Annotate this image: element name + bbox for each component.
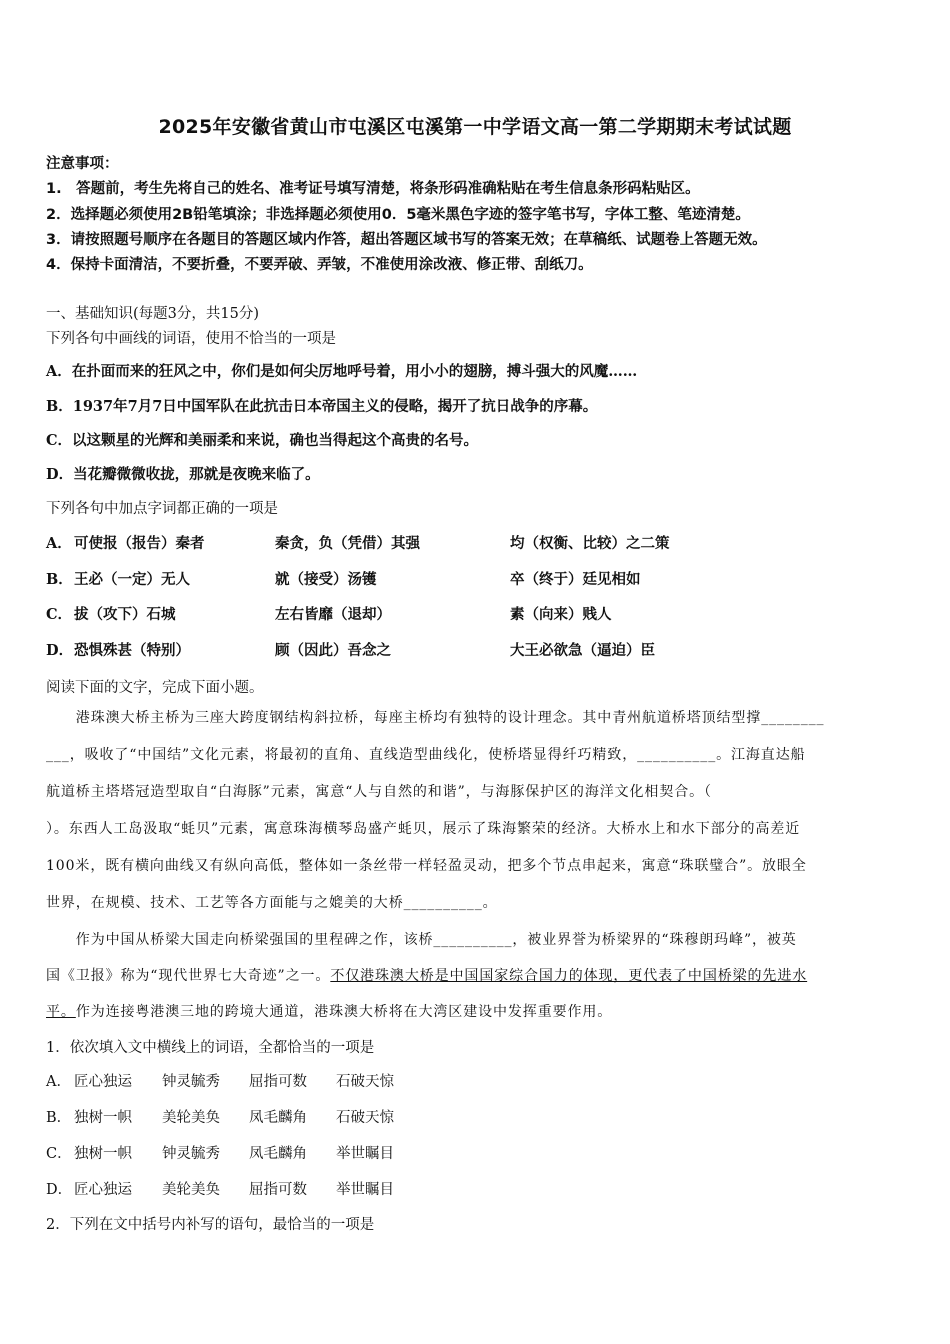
underlined-sentence: 平。: [46, 1004, 76, 1020]
option-cell: 可使报（报告）秦者: [74, 535, 205, 552]
notice-item-4: 4．保持卡面清洁，不要折叠，不要弄破、弄皱，不准使用涂改液、修正带、刮纸刀。: [46, 257, 593, 273]
option-word: 独树一帜: [74, 1110, 132, 1126]
question-stem: 2．下列在文中括号内补写的语句，最恰当的一项是: [46, 1217, 375, 1233]
option-label: B．: [46, 571, 73, 588]
notice-item-1: 1. 答题前，考生先将自己的姓名、准考证号填写清楚，将条形码准确粘贴在考生信息条形码粘贴区。: [46, 181, 700, 197]
option-label: C．: [46, 1146, 72, 1162]
option-label: A．: [46, 1074, 71, 1090]
passage-line: ___，吸收了“中国结”文化元素，将最初的直角、直线造型曲线化，使桥塔显得纤巧精致，__________。江海直达船: [46, 747, 806, 763]
option-word: 凤毛麟角: [249, 1146, 307, 1162]
question-stem: 下列各句中加点字词都正确的一项是: [46, 501, 278, 517]
option-word: 钟灵毓秀: [162, 1074, 220, 1090]
option-cell: 王必（一定）无人: [74, 571, 190, 588]
page-title: 2025年安徽省黄山市屯溪区屯溪第一中学语文高一第二学期期末考试试题: [158, 116, 792, 138]
option-cell: 左右皆靡（退却）: [275, 606, 391, 623]
passage-line: 世界，在规模、技术、工艺等各方面能与之媲美的大桥__________。: [46, 895, 498, 911]
passage-line: 作为中国从桥梁大国走向桥梁强国的里程碑之作，该桥__________，被业界誉为桥梁界的“珠穆朗玛峰”，被英: [46, 932, 797, 948]
option-label: D．: [46, 1182, 73, 1198]
notice-item-2: 2．选择题必须使用2B铅笔填涂；非选择题必须使用0．5毫米黑色字迹的签字笔书写，字体工整、笔迹清楚。: [46, 207, 750, 223]
option-word: 美轮美奂: [162, 1110, 220, 1126]
question-stem: 1．依次填入文中横线上的词语，全都恰当的一项是: [46, 1040, 375, 1056]
option-cell: 恐惧殊甚（特别）: [74, 642, 190, 659]
passage-line: ）。东西人工岛汲取“蚝贝”元素，寓意珠海横琴岛盛产蚝贝，展示了珠海繁荣的经济。大桥水上和水下部分的高差近: [46, 821, 801, 837]
reading-instruction: 阅读下面的文字，完成下面小题。: [46, 680, 264, 696]
underlined-sentence: 不仅港珠澳大桥是中国国家综合国力的体现，更代表了中国桥梁的先进水: [330, 968, 808, 984]
passage-text: 作为连接粤港澳三地的跨境大通道，港珠澳大桥将在大湾区建设中发挥重要作用。: [75, 1004, 613, 1020]
option-label: C．: [46, 606, 73, 623]
option-cell: 顾（因此）吾念之: [275, 642, 391, 659]
option-cell: 卒（终于）廷见相如: [510, 571, 641, 588]
option-word: 屈指可数: [249, 1074, 307, 1090]
passage-line: 航道桥主塔塔冠造型取自“白海豚”元素，寓意“人与自然的和谐”，与海豚保护区的海洋文化相契合。（: [46, 784, 712, 800]
q1-option-c: C．以这颗星的光辉和美丽柔和来说，确也当得起这个高贵的名号。: [46, 432, 479, 449]
notice-heading: 注意事项：: [46, 156, 119, 172]
option-word: 匠心独运: [74, 1182, 132, 1198]
q1-option-a: A．在扑面而来的狂风之中，你们是如何尖厉地呼号着，用小小的翅膀，搏斗强大的风魔……: [46, 363, 638, 380]
section-heading: 一、基础知识(每题3分，共15分): [46, 306, 259, 322]
option-word: 匠心独运: [74, 1074, 132, 1090]
option-cell: 秦贪，负（凭借）其强: [275, 535, 420, 552]
option-word: 凤毛麟角: [249, 1110, 307, 1126]
option-cell: 大王必欲急（逼迫）臣: [510, 642, 655, 659]
option-label: D．: [46, 642, 74, 659]
option-cell: 素（向来）贱人: [510, 606, 612, 623]
option-word: 举世瞩目: [336, 1146, 394, 1162]
option-word: 石破天惊: [336, 1074, 394, 1090]
passage-line: [46, 1001, 612, 1021]
q1-option-d: D．当花瓣微微收拢，那就是夜晚来临了。: [46, 466, 320, 483]
option-word: 屈指可数: [249, 1182, 307, 1198]
passage-line: 港珠澳大桥主桥为三座大跨度钢结构斜拉桥，每座主桥均有独特的设计理念。其中青州航道桥塔顶结型撑________: [46, 710, 825, 726]
notice-item-3: 3．请按照题号顺序在各题目的答题区域内作答，超出答题区域书写的答案无效；在草稿纸、试题卷上答题无效。: [46, 232, 767, 248]
option-word: 钟灵毓秀: [162, 1146, 220, 1162]
passage-line: 100米，既有横向曲线又有纵向高低，整体如一条丝带一样轻盈灵动，把多个节点串起来，寓意“珠联璧合”。放眼全: [46, 858, 807, 874]
option-word: 石破天惊: [336, 1110, 394, 1126]
passage-line: [46, 965, 807, 985]
option-label: A．: [46, 535, 72, 552]
q1-option-b: B．1937年7月7日中国军队在此抗击日本帝国主义的侵略，揭开了抗日战争的序幕。: [46, 398, 598, 415]
option-label: B．: [46, 1110, 72, 1126]
option-cell: 拔（攻下）石城: [74, 606, 176, 623]
option-cell: 就（接受）汤镬: [275, 571, 377, 588]
option-word: 举世瞩目: [336, 1182, 394, 1198]
option-cell: 均（权衡、比较）之二策: [510, 535, 670, 552]
option-word: 美轮美奂: [162, 1182, 220, 1198]
passage-text: 国《卫报》称为“现代世界七大奇迹”之一。: [46, 968, 331, 984]
question-stem: 下列各句中画线的词语，使用不恰当的一项是: [46, 331, 336, 347]
option-word: 独树一帜: [74, 1146, 132, 1162]
